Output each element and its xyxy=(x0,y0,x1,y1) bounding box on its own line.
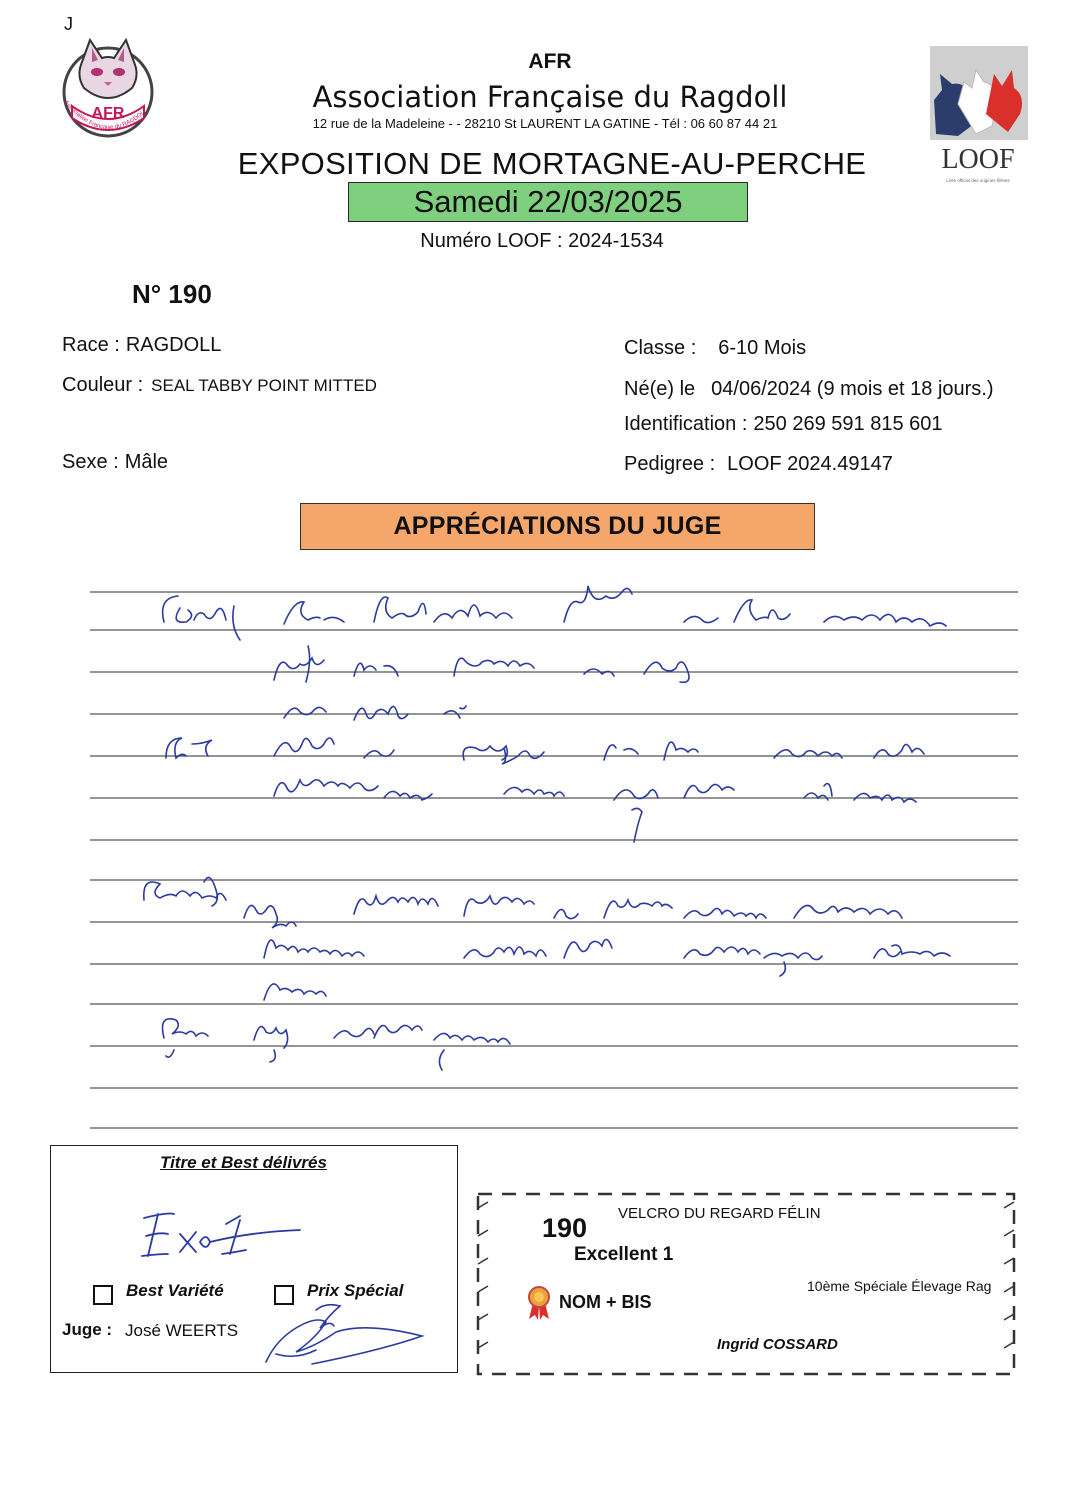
race-field xyxy=(62,334,221,357)
handwritten-result-icon xyxy=(130,1202,320,1272)
handwritten-comments xyxy=(84,580,1024,1140)
afr-logo-ring-text: Association Française du RAGDOLL xyxy=(62,99,149,132)
stamp-cat-name: VELCRO DU REGARD FÉLIN xyxy=(618,1205,821,1222)
loof-logo-subtext: Livre officiel des origines félines xyxy=(946,178,1010,183)
judge-signature-icon xyxy=(256,1296,426,1366)
identification-field xyxy=(624,413,943,436)
exhibition-title: EXPOSITION DE MORTAGNE-AU-PERCHE xyxy=(237,146,867,181)
juge-label: Juge : xyxy=(62,1320,113,1339)
cat-number: N° 190 xyxy=(132,279,212,309)
birthdate-field xyxy=(624,378,994,401)
couleur-label: Couleur : xyxy=(62,374,144,396)
loof-number: Numéro LOOF : 2024-1534 xyxy=(420,230,664,252)
stamp-cat-number: 190 xyxy=(542,1213,588,1243)
classe-label: Classe : xyxy=(624,337,697,359)
stamp-event: 10ème Spéciale Élevage Rag xyxy=(807,1278,992,1294)
titre-best-label: Titre et Best délivrés xyxy=(160,1153,327,1172)
identification-value: 250 269 591 815 601 xyxy=(753,413,943,435)
classe-value: 6-10 Mois xyxy=(718,337,807,359)
juge-name: José WEERTS xyxy=(125,1321,239,1340)
birthdate-value: 04/06/2024 (9 mois et 18 jours.) xyxy=(711,378,994,400)
corner-mark: J xyxy=(64,14,73,34)
header-afr: AFR xyxy=(528,50,572,73)
sexe-value: Mâle xyxy=(124,451,169,473)
prix-special-label: Prix Spécial xyxy=(307,1281,404,1300)
header-address: 12 rue de la Madeleine - - 28210 St LAURENT LA GATINE - Tél : 06 60 87 44 21 xyxy=(312,116,778,131)
classe-field xyxy=(624,337,806,360)
stamp-judge: Ingrid COSSARD xyxy=(717,1336,838,1353)
exhibition-date: Samedi 22/03/2025 xyxy=(348,182,748,222)
pedigree-label: Pedigree : xyxy=(624,453,716,475)
loof-logo-text: LOOF xyxy=(941,144,1015,175)
afr-logo-text: AFR xyxy=(91,105,125,122)
couleur-field xyxy=(62,374,377,397)
best-variete-checkbox[interactable] xyxy=(93,1285,113,1305)
best-variete-label: Best Variété xyxy=(126,1281,224,1300)
race-label: Race : xyxy=(62,334,120,356)
award-ribbon-icon xyxy=(526,1285,552,1321)
couleur-value: SEAL TABBY POINT MITTED xyxy=(151,376,377,395)
stamp-result: Excellent 1 xyxy=(574,1244,674,1265)
pedigree-value: LOOF 2024.49147 xyxy=(727,453,893,475)
header-association-name: Association Française du Ragdoll xyxy=(312,80,788,114)
race-value: RAGDOLL xyxy=(125,334,222,356)
sexe-field xyxy=(62,451,168,474)
sexe-label: Sexe : xyxy=(62,451,119,473)
appreciations-title: APPRÉCIATIONS DU JUGE xyxy=(300,503,815,550)
identification-label: Identification : xyxy=(624,413,748,435)
birthdate-label: Né(e) le xyxy=(624,378,696,400)
pedigree-field xyxy=(624,453,893,476)
stamp-award: NOM + BIS xyxy=(559,1292,652,1312)
